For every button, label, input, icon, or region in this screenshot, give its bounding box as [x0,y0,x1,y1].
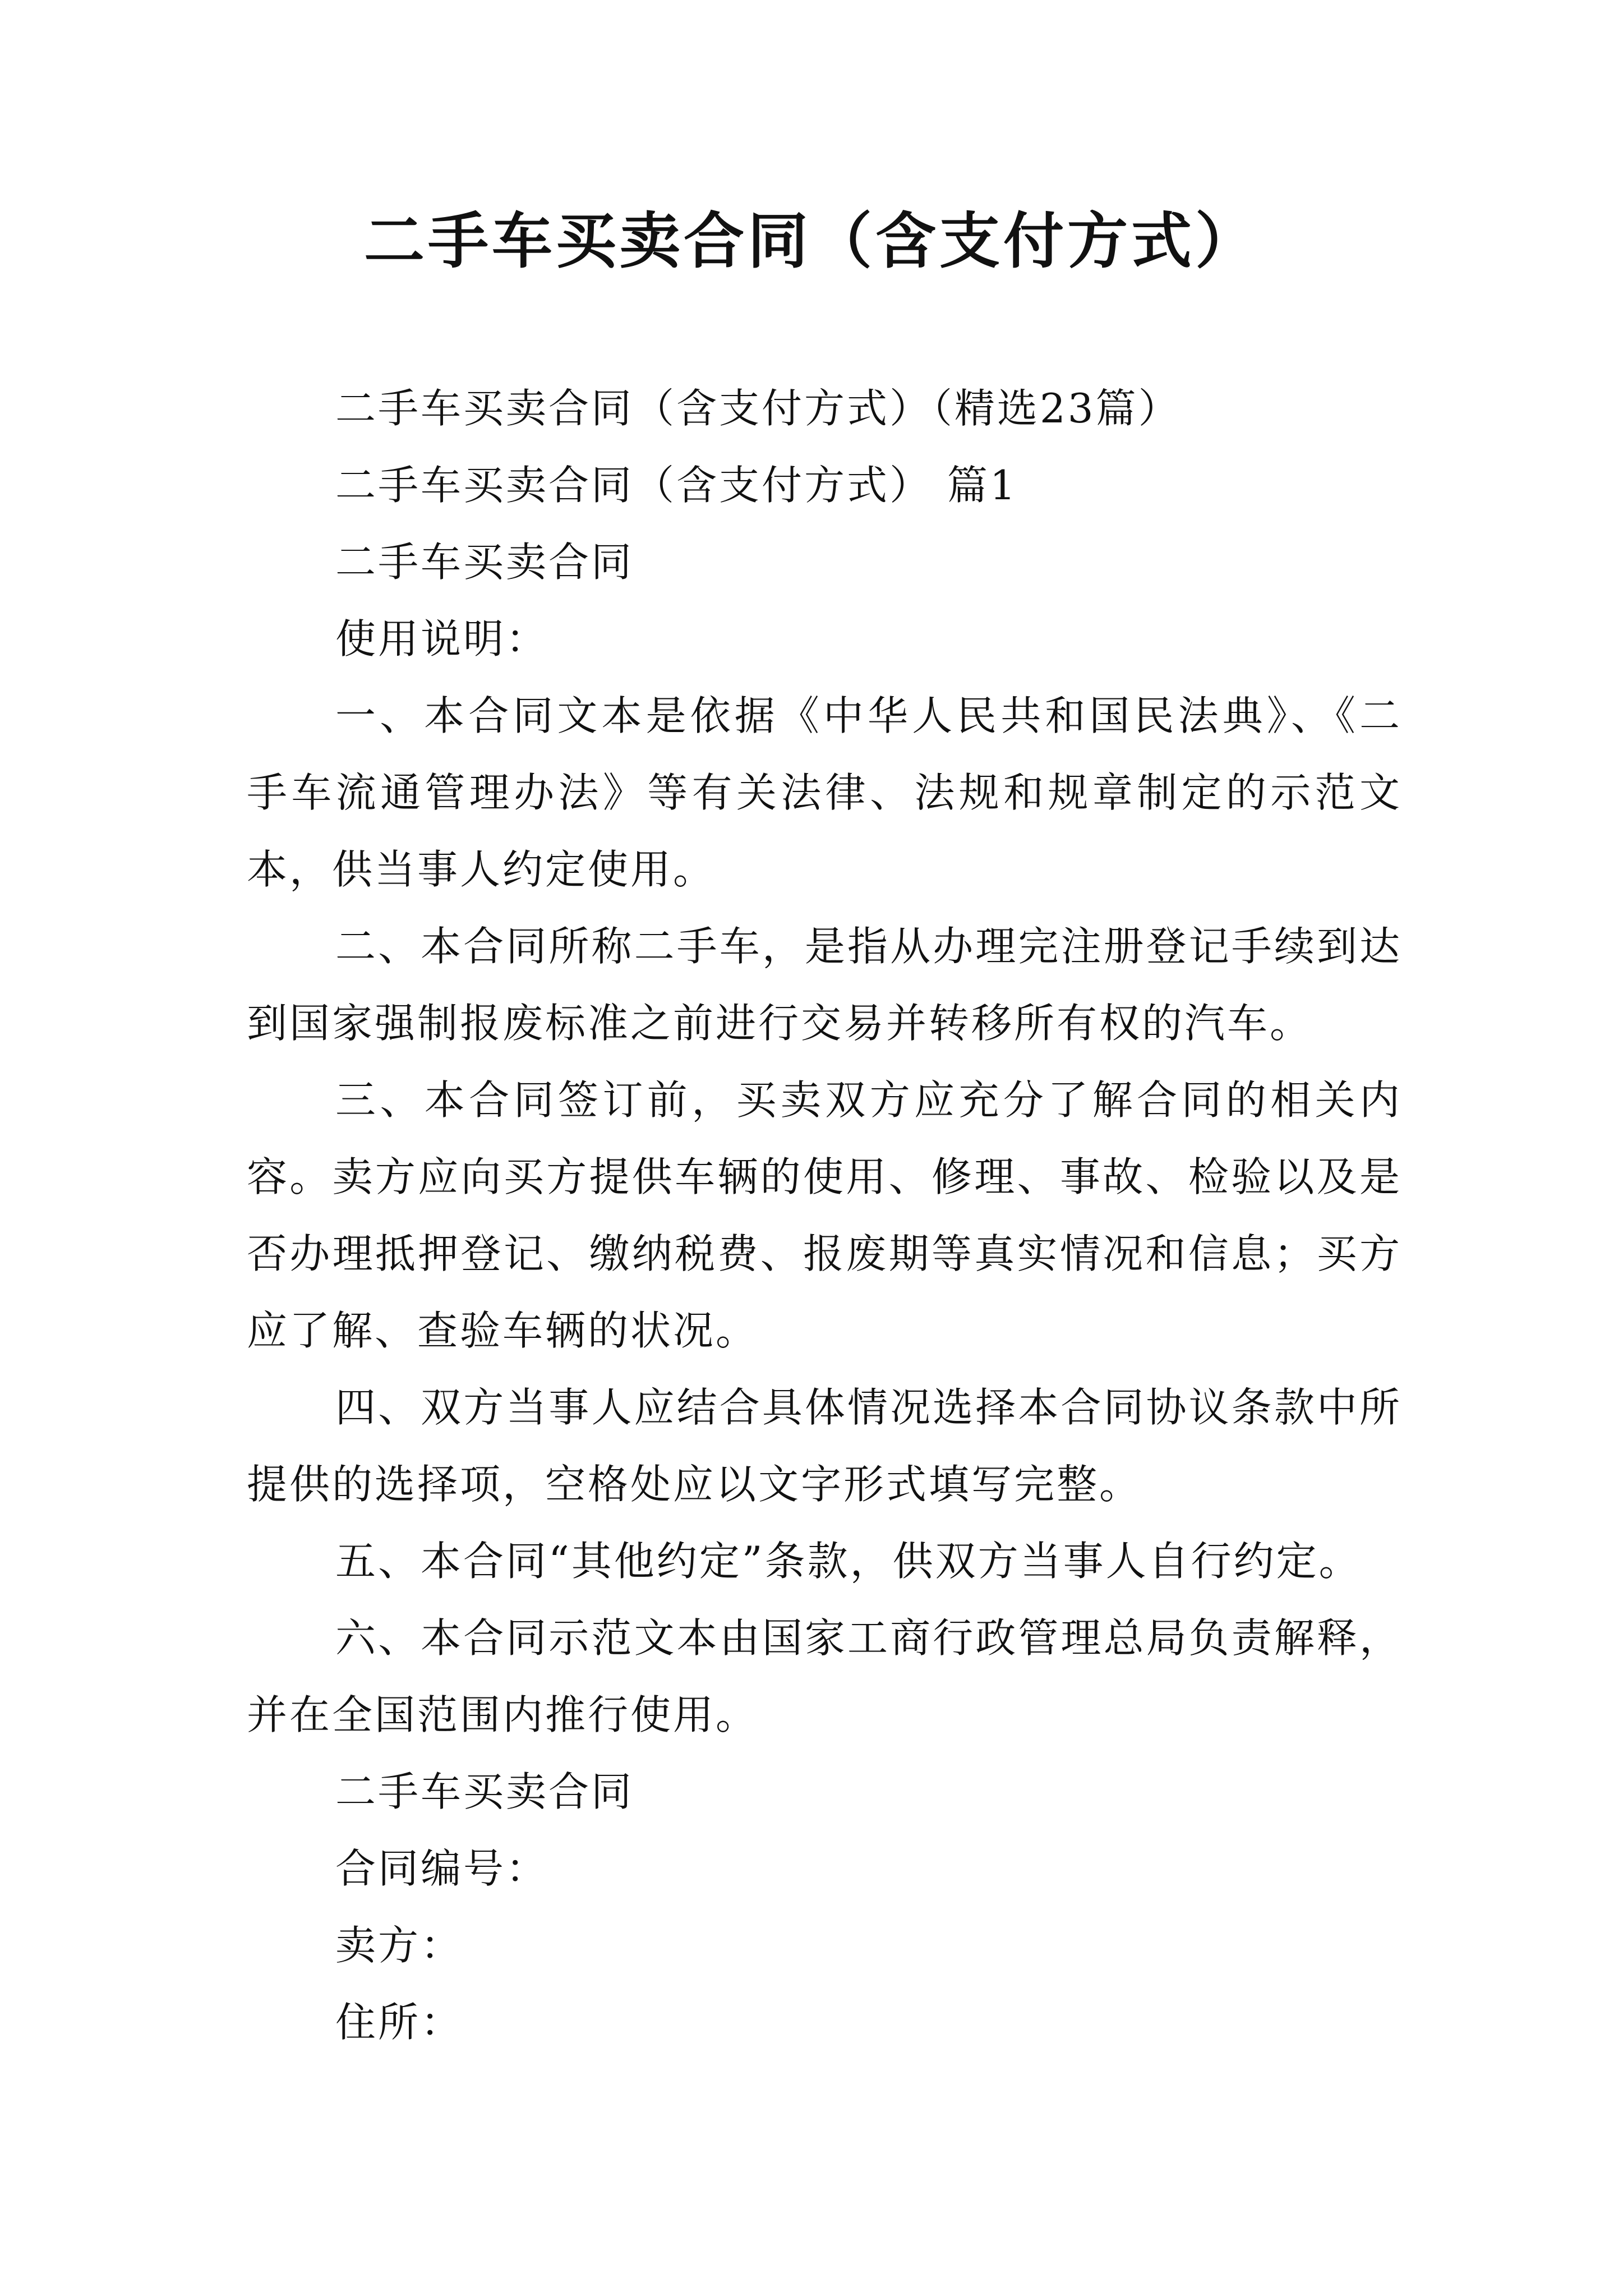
paragraph-contract-number: 合同编号： [335,1845,549,1892]
paragraph-contract-name: 二手车买卖合同 [335,539,634,586]
paragraph-usage-item-5: 五、本合同“其他约定”条款，供双方当事人自行约定。 [335,1538,1362,1585]
paragraph-usage-item-4: 四、双方当事人应结合具体情况选择本合同协议条款中所提供的选择项，空格处应以文字形式填写完整。 [247,1384,1402,1508]
paragraph-usage-heading: 使用说明： [335,615,549,662]
paragraph-usage-item-6: 六、本合同示范文本由国家工商行政管理总局负责解释，并在全国范围内推行使用。 [247,1614,1402,1738]
document-body [247,370,1402,2061]
paragraph-chapter-heading: 二手车买卖合同（含支付方式） 篇1 [335,462,1018,509]
paragraph-seller: 卖方： [335,1922,464,1969]
paragraph-contract-title: 二手车买卖合同 [335,1768,634,1815]
paragraph-address: 住所： [335,1999,464,2046]
paragraph-usage-item-2: 二、本合同所称二手车，是指从办理完注册登记手续到达到国家强制报废标准之前进行交易并转移所有权的汽车。 [247,923,1402,1047]
document-title: 二手车买卖合同（含支付方式） [363,206,1259,277]
paragraph-subtitle: 二手车买卖合同（含支付方式）（精选23篇） [335,385,1181,432]
paragraph-usage-item-3: 三、本合同签订前，买卖双方应充分了解合同的相关内容。卖方应向买方提供车辆的使用、修理、事故、检验以及是否办理抵押登记、缴纳税费、报废期等真实情况和信息；买方应了解、查验车辆的状况。 [247,1076,1402,1354]
paragraph-usage-item-1: 一、本合同文本是依据《中华人民共和国民法典》、《二手车流通管理办法》等有关法律、法规和规章制定的示范文本，供当事人约定使用。 [247,692,1402,893]
